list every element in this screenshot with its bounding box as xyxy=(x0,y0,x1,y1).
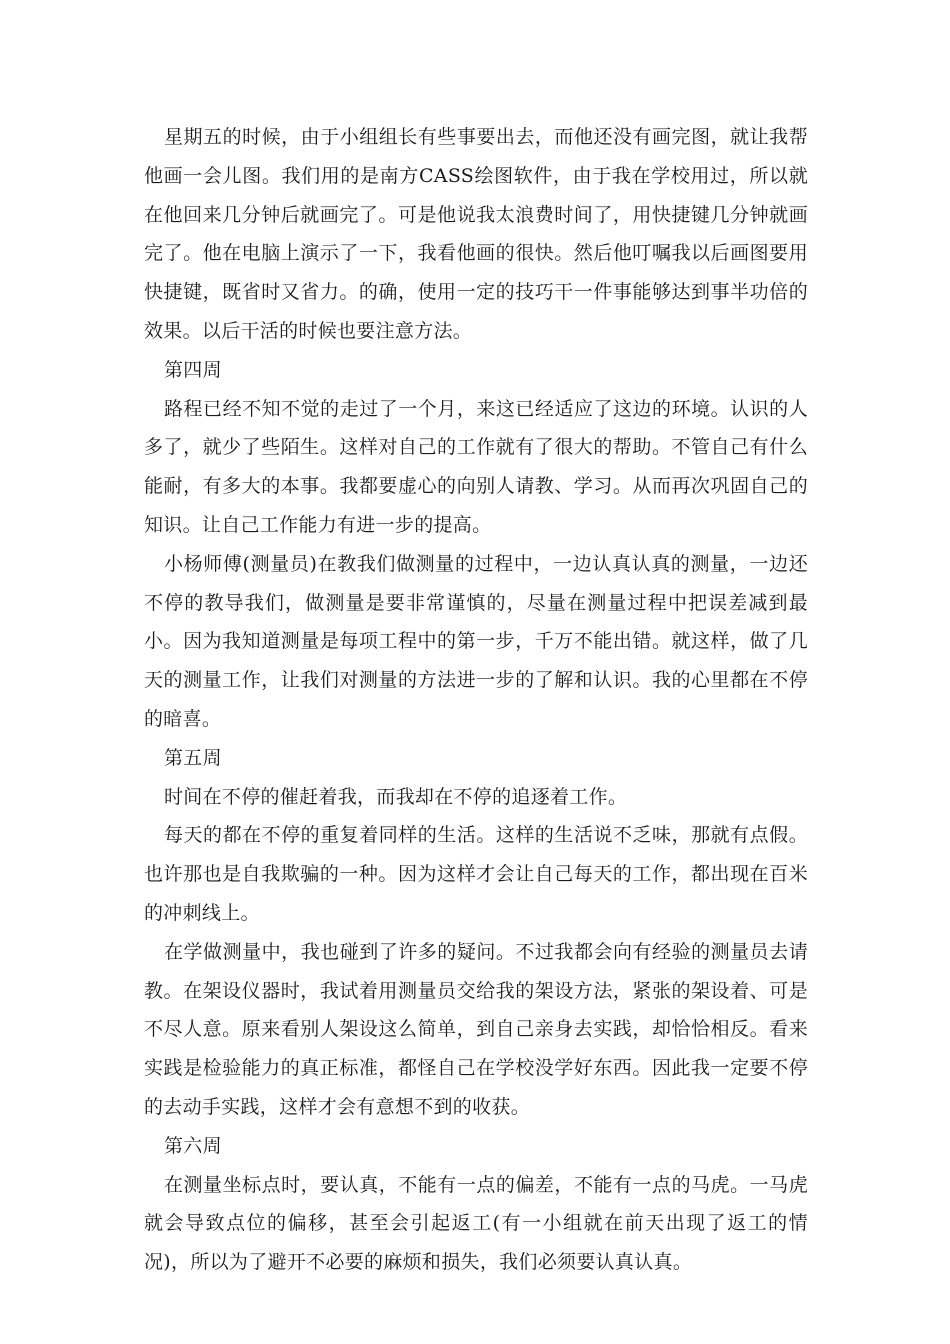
heading-week-5: 第五周 xyxy=(164,746,222,769)
paragraph-week-6-coordinates: 在测量坐标点时，要认真，不能有一点的偏差，不能有一点的马虎。一马虎就会导致点位的偏移，甚至会引起返工(有一小组就在前天出现了返工的情况)，所以为了避开不必要的麻烦和损失，我们必须要认真认真。 xyxy=(144,1173,808,1274)
paragraph-week-5-routine: 每天的都在不停的重复着同样的生活。这样的生活说不乏味，那就有点假。也许那也是自我欺骗的一种。因为这样才会让自己每天的工作，都出现在百米的冲刺线上。 xyxy=(144,824,808,924)
paragraph-week-5-time: 时间在不停的催赶着我，而我却在不停的追逐着工作。 xyxy=(164,785,628,808)
paragraph-week-4-adaptation: 路程已经不知不觉的走过了一个月，来这已经适应了这边的环境。认识的人多了，就少了些陌生。这样对自己的工作就有了很大的帮助。不管自己有什么能耐，有多大的本事。我都要虚心的向别人请教、学习。从而再次巩固自己的知识。让自己工作能力有进一步的提高。 xyxy=(144,397,808,536)
heading-week-4: 第四周 xyxy=(164,358,222,381)
paragraph-week-4-surveying: 小杨师傅(测量员)在教我们做测量的过程中，一边认真认真的测量，一边还不停的教导我们，做测量是要非常谨慎的，尽量在测量过程中把误差减到最小。因为我知道测量是每项工程中的第一步，千万不能出错。就这样，做了几天的测量工作，让我们对测量的方法进一步的了解和认识。我的心里都在不停的暗喜。 xyxy=(144,552,808,730)
paragraph-week-5-learning: 在学做测量中，我也碰到了许多的疑问。不过我都会向有经验的测量员去请教。在架设仪器时，我试着用测量员交给我的架设方法，紧张的架设着、可是不尽人意。原来看别人架设这么简单，到自己亲身去实践，却恰恰相反。看来实践是检验能力的真正标准，都怪自己在学校没学好东西。因此我一定要不停的去动手实践，这样才会有意想不到的收获。 xyxy=(144,940,808,1118)
document-body xyxy=(144,118,808,1282)
heading-week-6: 第六周 xyxy=(164,1134,222,1157)
paragraph-friday-drawing: 星期五的时候，由于小组组长有些事要出去，而他还没有画完图，就让我帮他画一会儿图。我们用的是南方CASS绘图软件，由于我在学校用过，所以就在他回来几分钟后就画完了。可是他说我太浪费时间了，用快捷键几分钟就画完了。他在电脑上演示了一下，我看他画的很快。然后他叮嘱我以后画图要用快捷键，既省时又省力。的确，使用一定的技巧干一件事能够达到事半功倍的效果。以后干活的时候也要注意方法。 xyxy=(144,126,808,342)
